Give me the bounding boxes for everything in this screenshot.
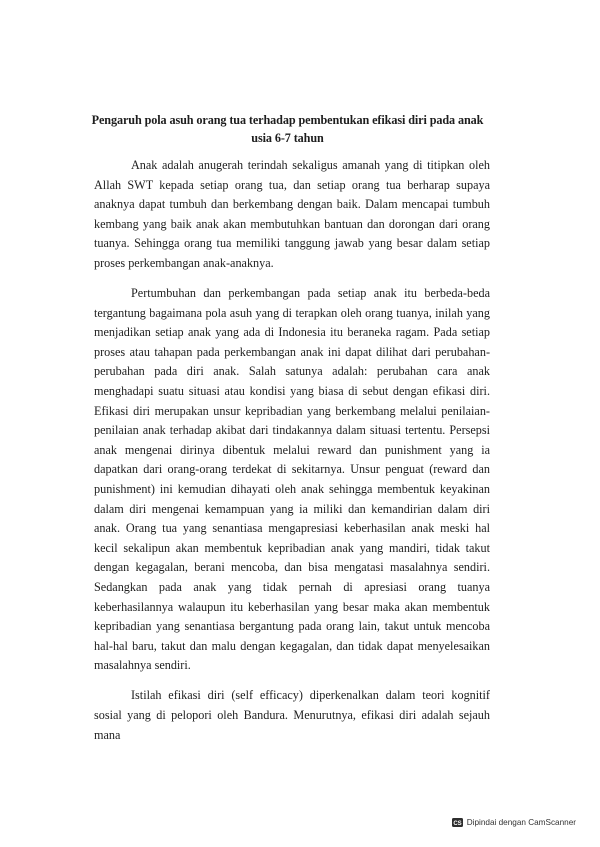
paragraph-1: Anak adalah anugerah terindah sekaligus amanah yang di titipkan oleh Allah SWT kepada setiap orang tua, dan setiap orang tua berharap supaya anaknya dapat tumbuh dan berkembang dengan baik. Dalam mencapai tumbuh kembang yang baik anak akan membutuhkan bantuan dan dorongan dari orang tuanya. Sehingga orang tua memiliki tanggung jawab yang besar dalam setiap proses perkembangan anak-anaknya. (94, 158, 490, 270)
svg-text:CS: CS (453, 820, 462, 827)
document-body (94, 156, 490, 745)
camscanner-icon (452, 818, 463, 827)
paragraph-2: Pertumbuhan dan perkembangan pada setiap anak itu berbeda-beda tergantung bagaimana pola asuh yang di terapkan oleh orang tuanya, inilah yang menjadikan setiap anak yang ada di Indonesia itu beraneka ragam. Pada setiap proses atau tahapan pada perkembangan anak ini dapat dilihat dari perubahan-perubahan pada diri anak. Salah satunya adalah: perubahan cara anak menghadapi suatu situasi atau kondisi yang biasa di sebut dengan efikasi diri. Efikasi diri merupakan unsur kepribadian yang berkembang melalui penilaian-penilaian anak terhadap akibat dari tindakannya dalam situasi tertentu. Persepsi anak mengenai dirinya dibentuk melalui reward dan punishment yang ia dapatkan dari orang-orang terdekat di sekitarnya. Unsur penguat (reward dan punishment) ini kemudian dihayati oleh anak sehingga membentuk keyakinan dalam diri mengenai kemampuan yang ia miliki dan kemandirian dalam diri anak. Orang tua yang senantiasa mengapresiasi keberhasilan anak meski hal kecil sekalipun akan membentuk kepribadian anak yang mandiri, tidak takut dengan kegagalan, berani mencoba, dan bisa mengatasi masalahnya sendiri. Sedangkan pada anak yang tidak pernah di apresiasi orang tuanya keberhasilannya walaupun itu keberhasilan yang besar maka akan membentuk kepribadian yang senantiasa bergantung pada orang lain, takut untuk mencoba hal-hal baru, takut dan malu dengan kegagalan, dan tidak dapat menyelesaikan masalahnya sendiri. (94, 286, 490, 673)
watermark-text: Dipindai dengan CamScanner (466, 818, 576, 827)
document-title: Pengaruh pola asuh orang tua terhadap pembentukan efikasi diri pada anak usia 6-7 tahun (91, 113, 484, 145)
scanner-watermark (452, 818, 576, 827)
paragraph-3: Istilah efikasi diri (self efficacy) diperkenalkan dalam teori kognitif sosial yang di pelopori oleh Bandura. Menurutnya, efikasi diri adalah sejauh mana (94, 688, 490, 742)
